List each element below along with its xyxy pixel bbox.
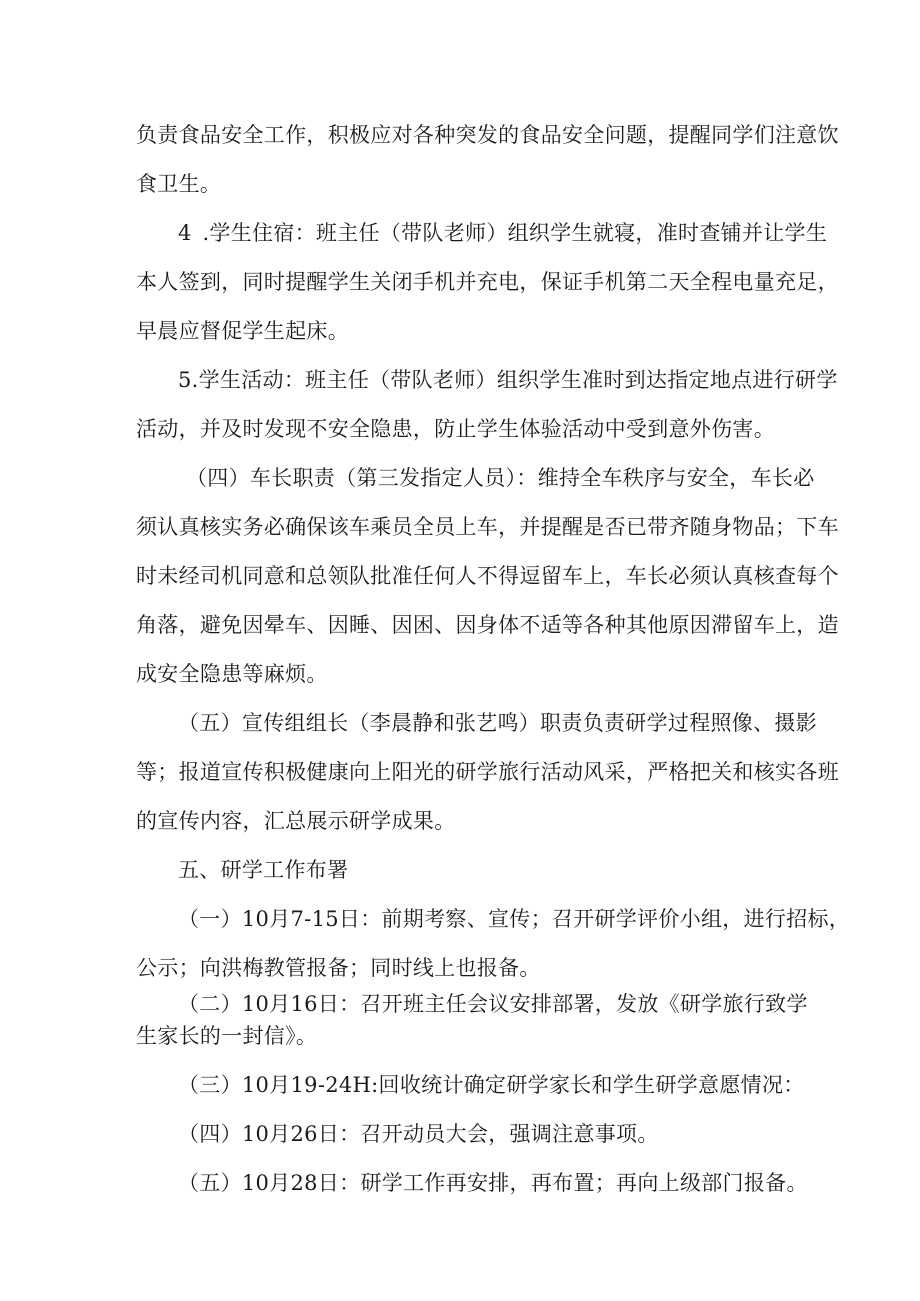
paragraph-accommodation-line-3: 早晨应督促学生起床。	[136, 319, 349, 343]
paragraph-activities-line-2: 活动，并及时发现不安全隐患，防止学生体验活动中受到意外伤害。	[136, 417, 775, 441]
paragraph-food-safety-line-2: 食卫生。	[136, 172, 222, 196]
paragraph-publicity-line-3: 的宣传内容，汇总展示研学成果。	[136, 809, 456, 833]
paragraph-bus-leader-line-1: （四）车长职责（第三发指定人员）：维持全车秩序与安全，车长必	[186, 466, 815, 490]
paragraph-publicity-line-2: 等；报道宣传积极健康向上阳光的研学旅行活动风采，严格把关和核实各班	[136, 760, 839, 784]
schedule-item-1-line-2: 公示；向洪梅教管报备；同时线上也报备。	[136, 956, 541, 980]
paragraph-publicity-line-1: （五）宣传组组长（李晨静和张艺鸣）职责负责研学过程照像、摄影	[178, 711, 817, 735]
schedule-item-4: （四）10月26日：召开动员大会，强调注意事项。	[178, 1122, 659, 1146]
schedule-item-3: （三）10月19-24H:回收统计确定研学家长和学生研学意愿情况：	[178, 1073, 805, 1097]
paragraph-accommodation-line-1: 4 .学生住宿：班主任（带队老师）组织学生就寝，准时查铺并让学生	[178, 221, 828, 245]
paragraph-accommodation-line-2: 本人签到，同时提醒学生关闭手机并充电，保证手机第二天全程电量充足，	[136, 270, 839, 294]
paragraph-activities-line-1: 5.学生活动：班主任（带队老师）组织学生准时到达指定地点进行研学	[178, 368, 838, 392]
section-heading-work-plan: 五、研学工作布署	[178, 858, 349, 882]
paragraph-bus-leader-line-2: 须认真核实务必确保该车乘员全员上车，并提醒是否已带齐随身物品；下车	[136, 515, 839, 539]
paragraph-bus-leader-line-5: 成安全隐患等麻烦。	[136, 662, 328, 686]
schedule-item-1-line-1: （一）10月7-15日：前期考察、宣传；召开研学评价小组，进行招标，	[178, 907, 851, 931]
schedule-item-2-line-1: （二）10月16日：召开班主任会议安排部署，发放《研学旅行致学	[178, 992, 808, 1016]
schedule-item-2-line-2: 生家长的一封信》。	[136, 1024, 318, 1048]
schedule-item-5: （五）10月28日：研学工作再安排，再布置；再向上级部门报备。	[178, 1171, 808, 1195]
paragraph-bus-leader-line-3: 时未经司机同意和总领队批准任何人不得逗留车上，车长必须认真核查每个	[136, 564, 839, 588]
paragraph-food-safety-line-1: 负责食品安全工作，积极应对各种突发的食品安全问题，提醒同学们注意饮	[136, 123, 839, 147]
paragraph-bus-leader-line-4: 角落，避免因晕车、因睡、因困、因身体不适等各种其他原因滞留车上，造	[136, 613, 839, 637]
